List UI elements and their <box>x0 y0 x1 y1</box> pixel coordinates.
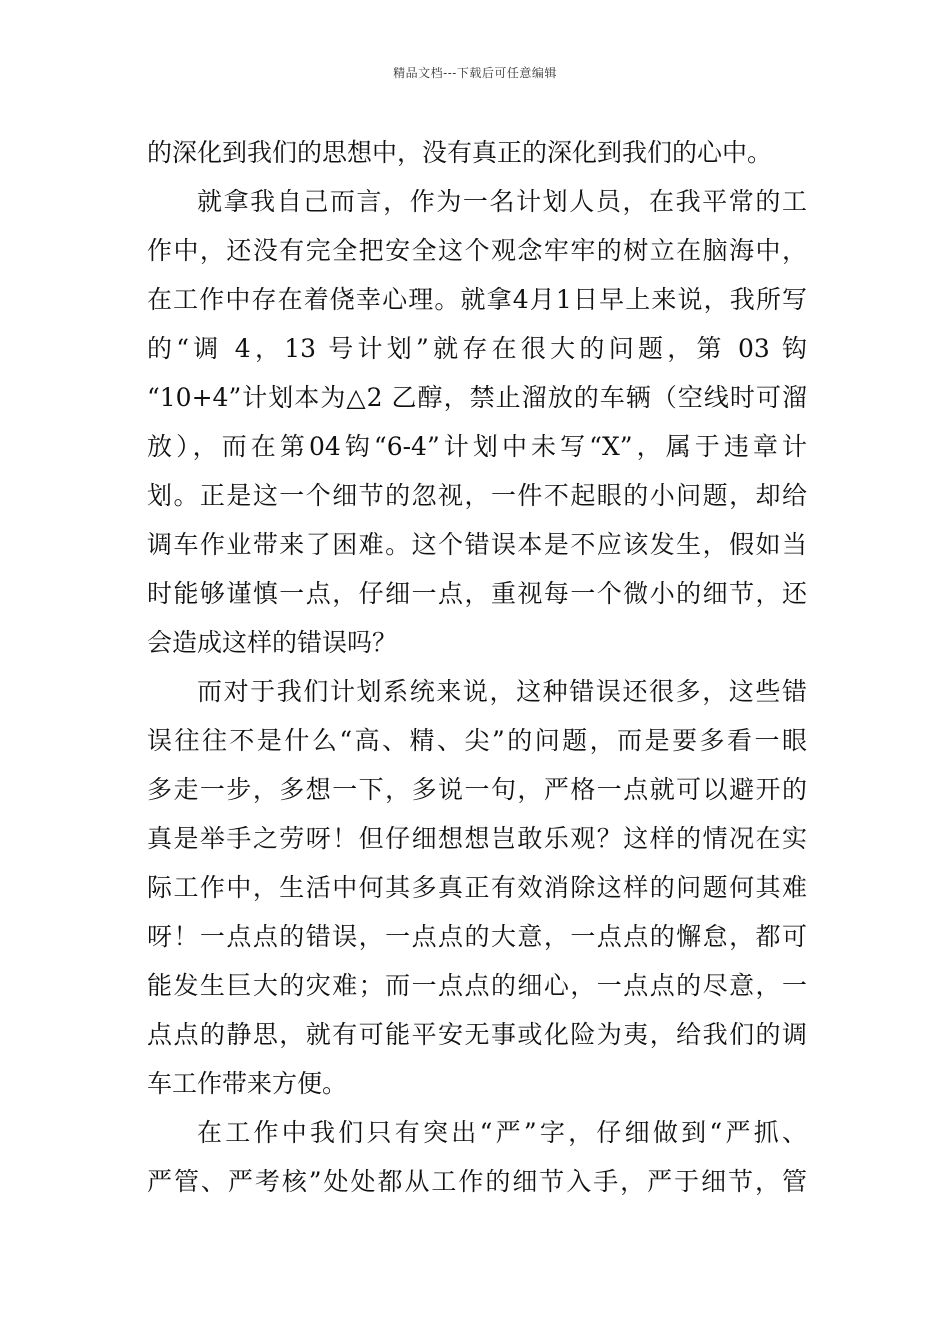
text-line: 能发生巨大的灾难；而一点点的细心，一点点的尽意，一 <box>147 971 807 1000</box>
text-line: 的“调 4，13 号计划”就存在很大的问题，第 03 钩 <box>147 334 807 363</box>
text-line: 作中，还没有完全把安全这个观念牢牢的树立在脑海中， <box>147 236 807 265</box>
page-header: 精品文档---下载后可任意编辑 <box>393 66 557 80</box>
text-line: 调车作业带来了困难。这个错误本是不应该发生，假如当 <box>147 530 807 559</box>
text-line: 点点的静思，就有可能平安无事或化险为夷，给我们的调 <box>147 1020 807 1049</box>
text-line: 真是举手之劳呀！但仔细想想岂敢乐观？这样的情况在实 <box>147 824 807 853</box>
text-line: 放），而在第04钩“6-4”计划中未写“X”，属于违章计 <box>147 432 807 461</box>
text-line: 划。正是这一个细节的忽视，一件不起眼的小问题，却给 <box>147 481 807 510</box>
text-line: 会造成这样的错误吗？ <box>147 628 398 657</box>
paragraph-first-line: 就拿我自己而言，作为一名计划人员，在我平常的工 <box>197 187 807 216</box>
document-body <box>147 128 807 1206</box>
text-line: 严管、严考核”处处都从工作的细节入手，严于细节，管 <box>147 1167 807 1196</box>
text-line: 的深化到我们的思想中，没有真正的深化到我们的心中。 <box>147 138 773 167</box>
text-line: 呀！一点点的错误，一点点的大意，一点点的懈怠，都可 <box>147 922 807 951</box>
text-line: “10+4”计划本为△2 乙醇，禁止溜放的车辆（空线时可溜 <box>147 383 807 412</box>
text-line: 车工作带来方便。 <box>147 1069 348 1098</box>
text-line: 际工作中，生活中何其多真正有效消除这样的问题何其难 <box>147 873 807 902</box>
paragraph-first-line: 在工作中我们只有突出“严”字，仔细做到“严抓、 <box>197 1118 807 1147</box>
text-line: 时能够谨慎一点，仔细一点，重视每一个微小的细节，还 <box>147 579 807 608</box>
text-line: 多走一步，多想一下，多说一句，严格一点就可以避开的 <box>147 775 807 804</box>
text-line: 误往往不是什么“高、精、尖”的问题，而是要多看一眼 <box>147 726 807 755</box>
paragraph-first-line: 而对于我们计划系统来说，这种错误还很多，这些错 <box>197 677 807 706</box>
text-line: 在工作中存在着侥幸心理。就拿4月1日早上来说，我所写 <box>147 285 807 314</box>
